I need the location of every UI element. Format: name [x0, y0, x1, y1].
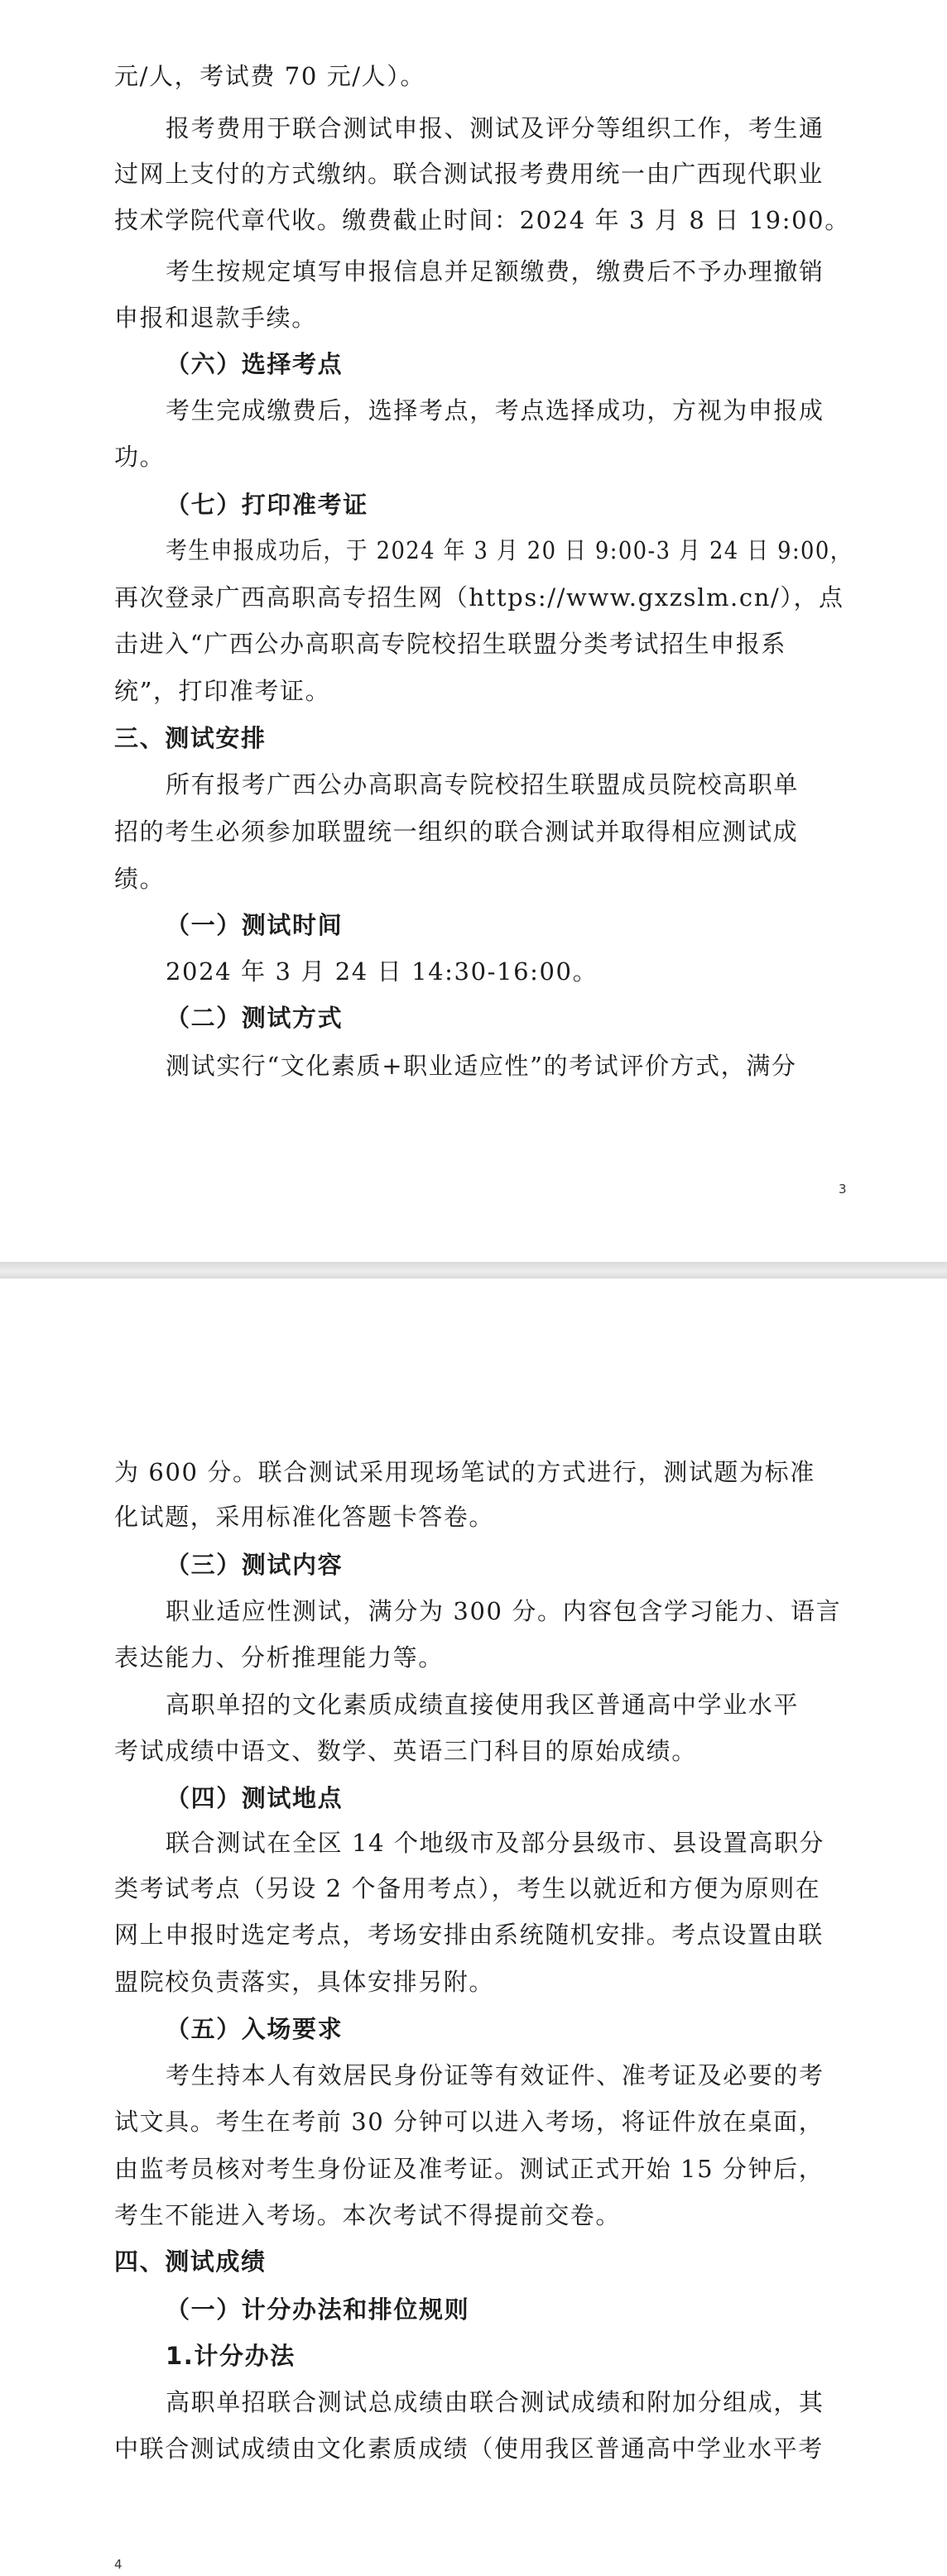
section-heading: （一）计分办法和排位规则: [166, 2295, 470, 2324]
section-heading: （一）测试时间: [166, 911, 344, 939]
paragraph-line: 技术学院代章代收。缴费截止时间：2024 年 3 月 8 日 19:00。: [114, 206, 850, 234]
paragraph-line: 考生完成缴费后，选择考点，考点选择成功，方视为申报成: [166, 396, 824, 425]
paragraph-line: 高职单招的文化素质成绩直接使用我区普通高中学业水平: [166, 1691, 800, 1719]
paragraph-line: 盟院校负责落实，具体安排另附。: [114, 1968, 495, 1996]
section-heading: （六）选择考点: [166, 350, 344, 378]
paragraph-line: 2024 年 3 月 24 日 14:30-16:00。: [166, 957, 598, 986]
paragraph-line: 元/人，考试费 70 元/人）。: [114, 62, 425, 90]
paragraph-line: 网上申报时选定考点，考场安排由系统随机安排。考点设置由联: [114, 1921, 824, 1949]
document-page-4: [0, 1278, 947, 2576]
paragraph-line: 考生申报成功后，于 2024 年 3 月 20 日 9:00-3 月 24 日 9:00，: [166, 536, 853, 564]
paragraph-line: 再次登录广西高职高专招生网（https://www.gxzslm.cn/），点: [114, 583, 844, 612]
paragraph-line: 招的考生必须参加联盟统一组织的联合测试并取得相应测试成: [114, 818, 799, 846]
section-heading: （四）测试地点: [166, 1784, 344, 1812]
paragraph-line: 所有报考广西公办高职高专院校招生联盟成员院校高职单: [166, 770, 800, 799]
page-number: 4: [114, 2557, 123, 2572]
paragraph-line: 高职单招联合测试总成绩由联合测试成绩和附加分组成，其: [166, 2388, 824, 2416]
paragraph-line: 试文具。考生在考前 30 分钟可以进入考场，将证件放在桌面，: [114, 2108, 824, 2136]
paragraph-line: 考生持本人有效居民身份证等有效证件、准考证及必要的考: [166, 2061, 824, 2089]
paragraph-line: 中联合测试成绩由文化素质成绩（使用我区普通高中学业水平考: [114, 2434, 824, 2463]
paragraph-line: 为 600 分。联合测试采用现场笔试的方式进行，测试题为标准: [114, 1458, 815, 1486]
paragraph-line: 由监考员核对考生身份证及准考证。测试正式开始 15 分钟后，: [114, 2155, 824, 2183]
paragraph-line: 化试题，采用标准化答题卡答卷。: [114, 1503, 495, 1531]
section-heading: （二）测试方式: [166, 1004, 344, 1032]
page-number: 3: [839, 1182, 847, 1197]
paragraph-line: 类考试考点（另设 2 个备用考点），考生以就近和方便为原则在: [114, 1874, 821, 1902]
paragraph-line: 职业适应性测试，满分为 300 分。内容包含学习能力、语言: [166, 1597, 842, 1625]
subsection-heading: 1.计分办法: [166, 2342, 296, 2370]
paragraph-line: 绩。: [114, 865, 166, 893]
document-page-3: [0, 0, 947, 1262]
paragraph-line: 考试成绩中语文、数学、英语三门科目的原始成绩。: [114, 1737, 697, 1765]
paragraph-line: 表达能力、分析推理能力等。: [114, 1643, 444, 1672]
paragraph-line: 考生不能进入考场。本次考试不得提前交卷。: [114, 2201, 622, 2229]
section-heading: （七）打印准考证: [166, 491, 368, 519]
paragraph-line: 考生按规定填写申报信息并足额缴费，缴费后不予办理撤销: [166, 257, 824, 285]
paragraph-line: 测试实行“文化素质+职业适应性”的考试评价方式，满分: [166, 1052, 797, 1080]
chapter-heading: 四、测试成绩: [114, 2247, 267, 2276]
section-heading: （五）入场要求: [166, 2015, 344, 2043]
paragraph-line: 统”，打印准考证。: [114, 677, 331, 705]
section-heading: （三）测试内容: [166, 1551, 344, 1579]
paragraph-line: 击进入“广西公办高职高专院校招生联盟分类考试招生申报系: [114, 630, 787, 658]
paragraph-line: 功。: [114, 443, 166, 471]
paragraph-line: 过网上支付的方式缴纳。联合测试报考费用统一由广西现代职业: [114, 160, 824, 188]
paragraph-line: 申报和退款手续。: [114, 304, 317, 332]
page-separator: [0, 1262, 947, 1278]
chapter-heading: 三、测试安排: [114, 724, 267, 752]
paragraph-line: 报考费用于联合测试申报、测试及评分等组织工作，考生通: [166, 114, 824, 142]
paragraph-line: 联合测试在全区 14 个地级市及部分县级市、县设置高职分: [166, 1829, 825, 1857]
